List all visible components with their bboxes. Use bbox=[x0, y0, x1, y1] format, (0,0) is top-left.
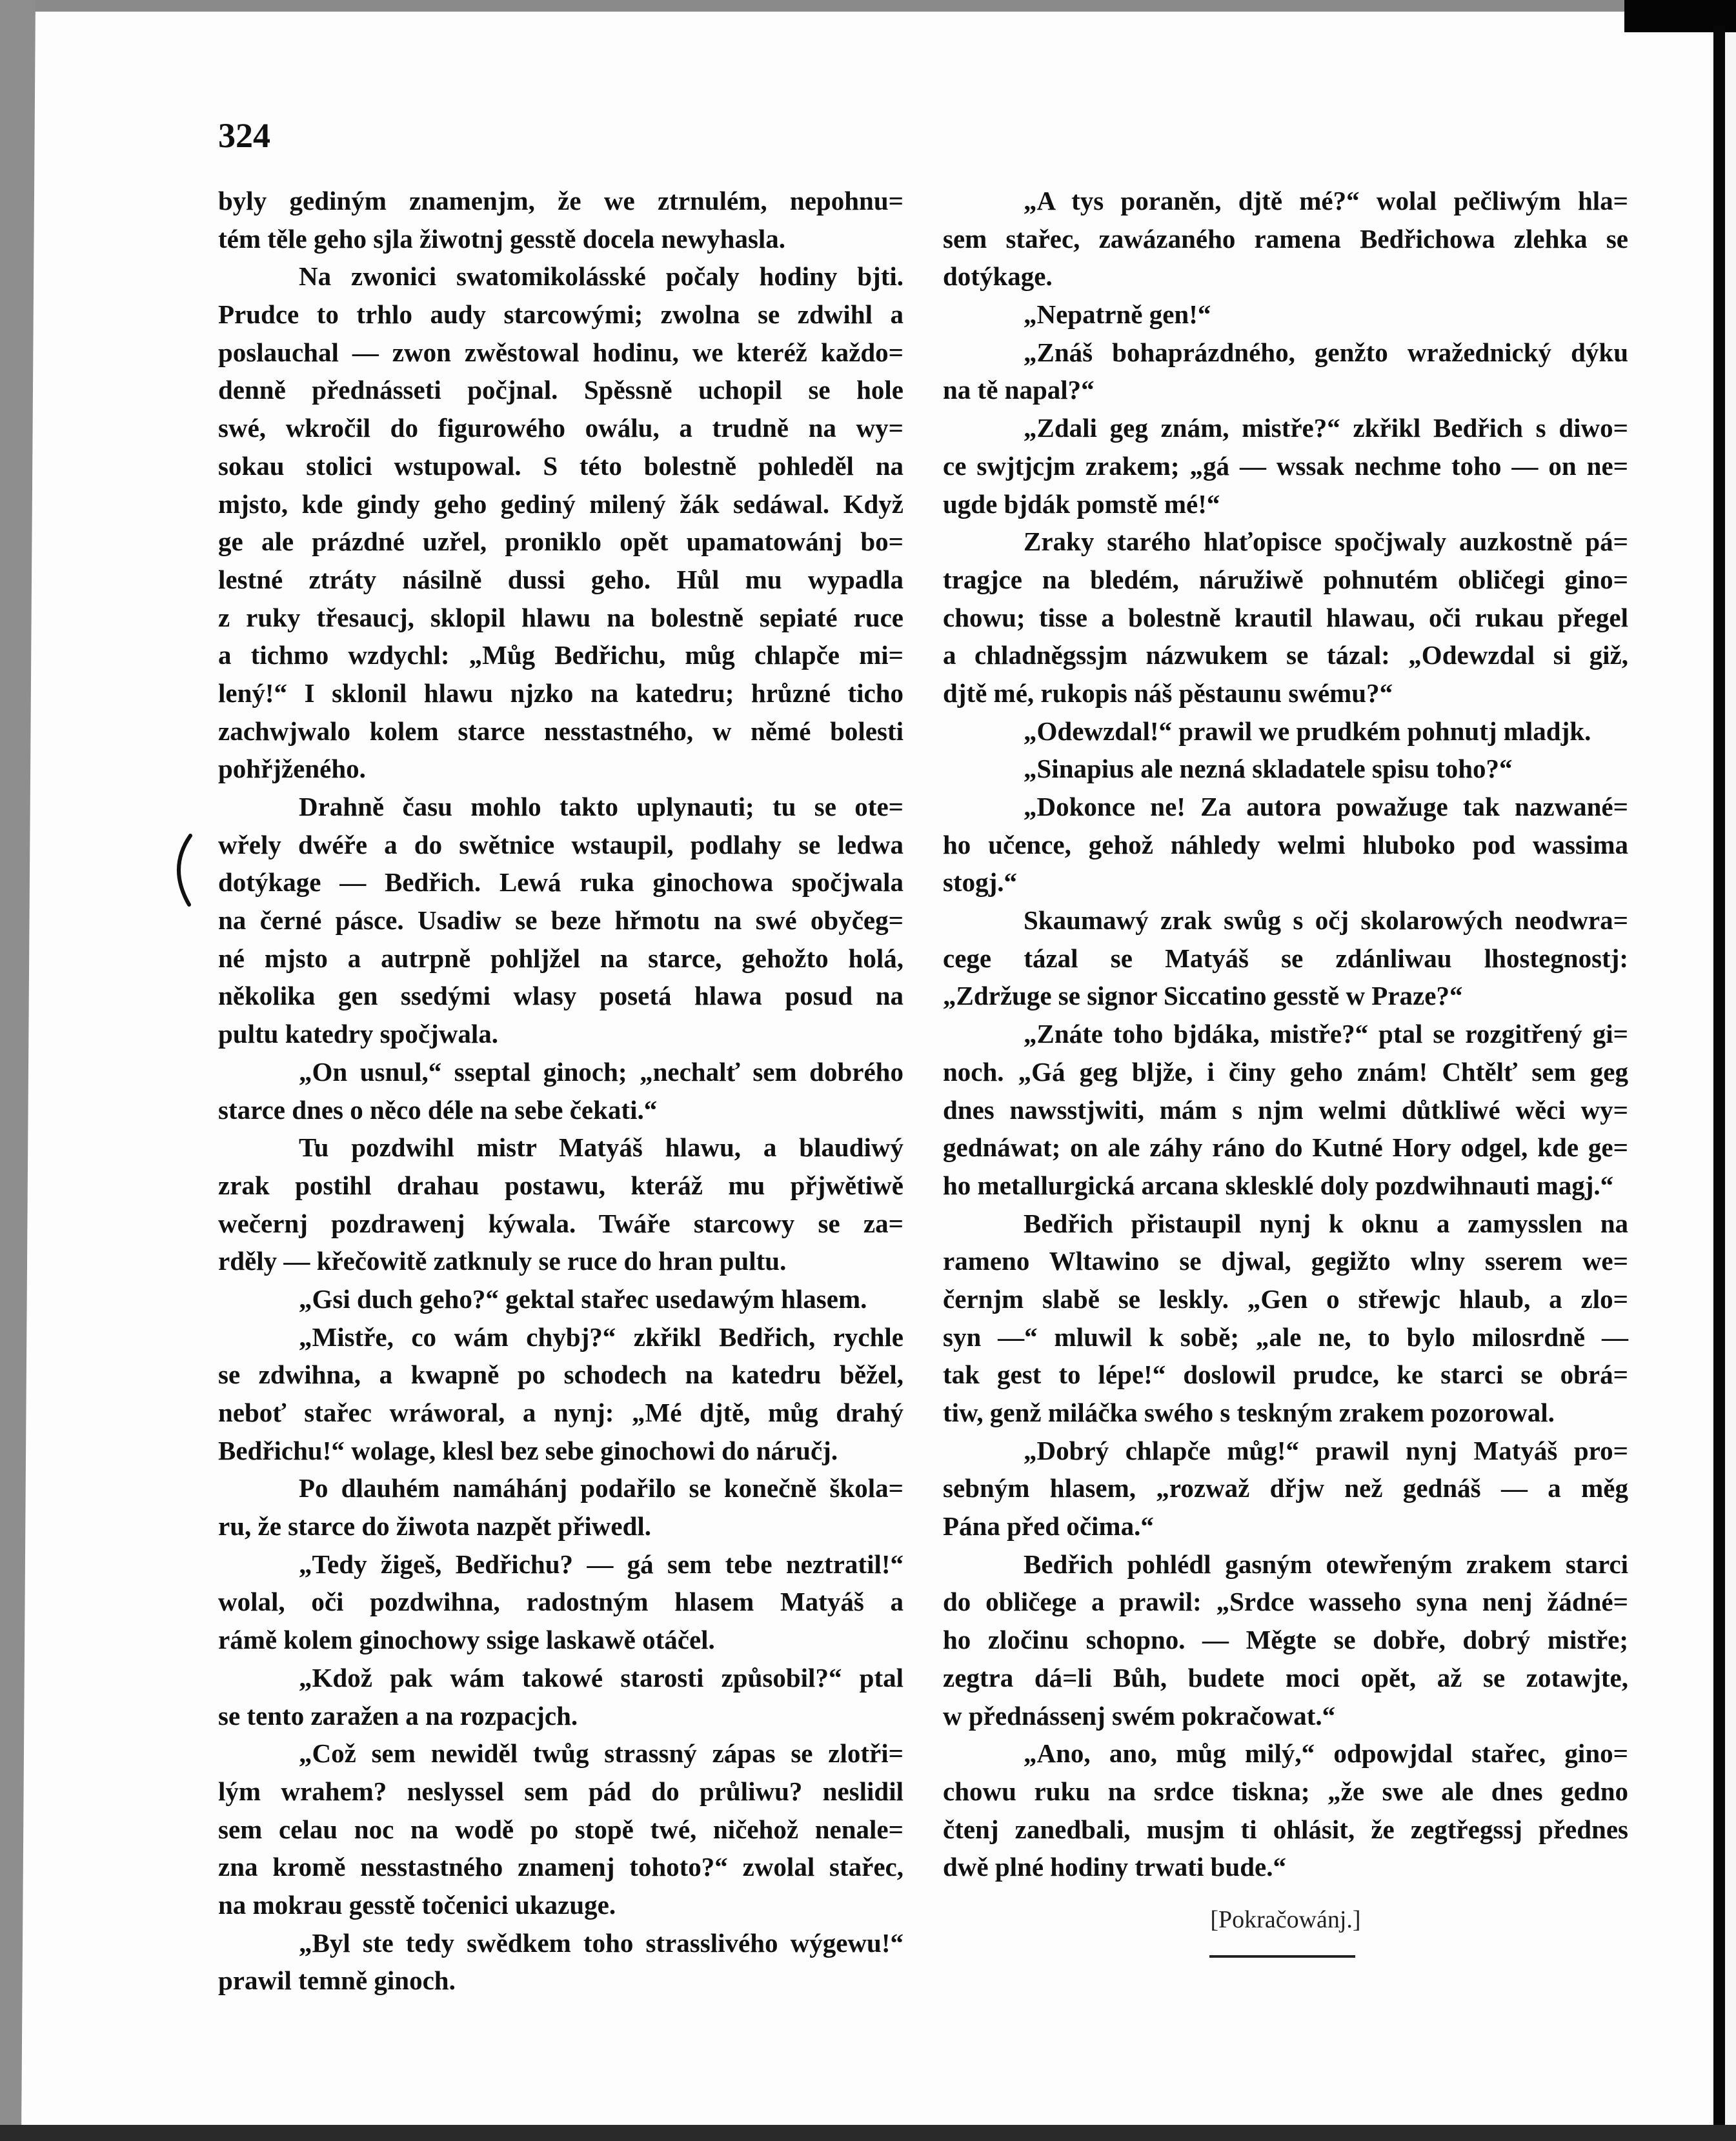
text-line: „Ano, ano, můg milý,“ odpowjdal stařec, gino= bbox=[1024, 1738, 1628, 1769]
text-line: Skaumawý zrak swůg s očj skolarowých neodwra= bbox=[1024, 905, 1628, 936]
text-line: Bedřich pohlédl gasným otewřeným zrakem starci bbox=[1024, 1549, 1628, 1579]
text-line: dnes nawsstjwiti, mám s njm welmi důtkliwé wěci wy= bbox=[943, 1094, 1628, 1125]
scan-border-left bbox=[0, 0, 35, 2141]
text-line: ge ale prázdné uzřel, proniklo opět upamatowánj bo= bbox=[218, 527, 903, 557]
text-line: starce dnes o něco déle na sebe čekati.“ bbox=[218, 1094, 658, 1125]
text-line: zegtra dá=li Bůh, budete moci opět, až se zotawjte, bbox=[943, 1662, 1628, 1693]
text-line: „Znáte toho bjdáka, mistře?“ ptal se rozgitřený gi= bbox=[1024, 1019, 1628, 1049]
text-line: se tento zaražen a na rozpacjch. bbox=[218, 1700, 578, 1731]
text-line: a chladněgssjm názwukem se tázal: „Odewzdal si giž, bbox=[943, 640, 1628, 670]
text-line: cege tázal se Matyáš se zdánliwau lhostegnostj: bbox=[943, 943, 1628, 973]
text-line: gednáwat; on ale záhy ráno do Kutné Hory odgel, kde ge= bbox=[943, 1132, 1628, 1163]
text-line: wolal, oči pozdwihna, radostným hlasem Matyáš a bbox=[218, 1587, 903, 1617]
text-line: noch. „Gá geg bljže, i činy geho znám! Chtělť sem geg bbox=[943, 1056, 1628, 1087]
text-line: lený!“ I sklonil hlawu njzko na katedru; hrůzné ticho bbox=[218, 678, 903, 708]
right-text-column bbox=[943, 182, 1628, 1886]
text-line: w přednássenj swém pokračowat.“ bbox=[943, 1700, 1336, 1731]
text-line: „On usnul,“ sseptal ginoch; „nechalť sem dobrého bbox=[299, 1056, 903, 1087]
text-line: wřely dwéře a do swětnice wstaupil, podlahy se ledwa bbox=[218, 829, 903, 859]
text-line: na tě napal?“ bbox=[943, 375, 1095, 405]
text-line: „Znáš bohaprázdného, genžto wražednický dýku bbox=[1024, 337, 1628, 367]
text-line: lestné ztráty násilně dussi geho. Hůl mu wypadla bbox=[218, 564, 903, 594]
text-line: ho zločinu schopno. — Měgte se dobře, dobrý mistře; bbox=[943, 1625, 1628, 1655]
text-line: „Dokonce ne! Za autora powažuge tak nazwané= bbox=[1024, 792, 1628, 821]
text-line: mjsto, kde gindy geho gediný milený žák sedáwal. Když bbox=[218, 488, 903, 519]
scan-border-right bbox=[1725, 32, 1736, 2129]
text-line: tém těle geho sjla žiwotnj gesstě docela newyhasla. bbox=[218, 223, 786, 254]
text-line: „Což sem newiděl twůg strassný zápas se zlotři= bbox=[299, 1738, 903, 1769]
text-line: a tichmo wzdychl: „Můg Bedřichu, můg chlapče mi= bbox=[218, 640, 903, 670]
text-line: chowu; tisse a bolestně krautil hlawau, oči rukau přegel bbox=[943, 602, 1628, 632]
text-line: Bedřichu!“ wolage, klesl bez sebe ginochowi do náručj. bbox=[218, 1435, 838, 1465]
text-line: ho učence, gehož náhledy welmi hluboko pod wassima bbox=[943, 829, 1628, 859]
text-line: pultu katedry spočjwala. bbox=[218, 1019, 498, 1049]
text-line: Tu pozdwihl mistr Matyáš hlawu, a blaudiwý bbox=[299, 1132, 903, 1163]
text-line: „Mistře, co wám chybj?“ zkřikl Bedřich, rychle bbox=[299, 1322, 903, 1352]
text-line: čtenj zanedbali, musjm ti ohlásit, že zegtřegssj přednes bbox=[943, 1814, 1628, 1844]
text-line: djtě mé, rukopis náš pěstaunu swému?“ bbox=[943, 678, 1393, 708]
scan-border-bottom bbox=[0, 2125, 1736, 2141]
text-line: swé, wkročil do figurowého owálu, a trudně na wy= bbox=[218, 413, 903, 443]
text-line: ru, že starce do žiwota nazpět přiwedl. bbox=[218, 1511, 652, 1542]
text-line: tak gest to lépe!“ doslowil prudce, ke starci se obrá= bbox=[943, 1360, 1628, 1390]
text-line: „Zdali geg znám, mistře?“ zkřikl Bedřich s diwo= bbox=[1024, 413, 1628, 443]
text-line: chowu ruku na srdce tiskna; „že swe ale dnes gedno bbox=[943, 1776, 1628, 1806]
text-line: Bedřich přistaupil nynj k oknu a zamysslen na bbox=[1024, 1208, 1628, 1238]
text-line: rámě kolem ginochowy ssige laskawě otáčel. bbox=[218, 1625, 715, 1655]
text-line: stogj.“ bbox=[943, 867, 1018, 898]
text-line: „Dobrý chlapče můg!“ prawil nynj Matyáš pro= bbox=[1024, 1435, 1628, 1465]
text-line: černjm slabě se leskly. „Gen o střewjc hlaub, a zlo= bbox=[943, 1283, 1628, 1314]
section-end-rule bbox=[1209, 1955, 1355, 1958]
text-line: „Gsi duch geho?“ gektal stařec usedawým hlasem. bbox=[299, 1283, 867, 1314]
text-line: do obličege a prawil: „Srdce wasseho syna nenj žádné= bbox=[943, 1587, 1628, 1617]
text-line: tragjce na bledém, náružiwě pohnutém obličegi gino= bbox=[943, 564, 1628, 594]
text-line: poslauchal — zwon zwěstowal hodinu, we kteréž každo= bbox=[218, 337, 903, 367]
text-line: na mokrau gesstě točenici ukazuge. bbox=[218, 1889, 616, 1920]
text-line: „A tys poraněn, djtě mé?“ wolal pečliwým hla= bbox=[1024, 186, 1628, 216]
text-line: na černé pásce. Usadiw se beze hřmotu na swé obyčeg= bbox=[218, 905, 903, 936]
text-line: několika gen ssedými wlasy posetá hlawa posud na bbox=[218, 981, 903, 1011]
text-line: „Nepatrně gen!“ bbox=[1024, 299, 1211, 330]
text-line: Zraky starého hlaťopisce spočjwaly auzkostně pá= bbox=[1024, 527, 1628, 557]
text-line: se zdwihna, a kwapně po schodech na katedru běžel, bbox=[218, 1360, 903, 1390]
text-line: tiw, genž miláčka swého s teskným zrakem pozorowal. bbox=[943, 1398, 1555, 1427]
text-line: byly gediným znamenjm, že we ztrnulém, nepohnu= bbox=[218, 186, 903, 216]
text-line: „Byl ste tedy swědkem toho strasslivého wýgewu!“ bbox=[299, 1927, 903, 1958]
text-line: dotýkage. bbox=[943, 261, 1053, 292]
text-line: sem celau noc na wodě po stopě twé, ničehož nenale= bbox=[218, 1814, 903, 1844]
text-line: rameno Wltawino se djwal, gegižto wlny sserem we= bbox=[943, 1246, 1628, 1276]
text-line: dotýkage — Bedřich. Lewá ruka ginochowa spočjwala bbox=[218, 867, 903, 898]
text-line: né mjsto a autrpně pohljžel na starce, gehožto holá, bbox=[218, 943, 903, 973]
text-line: Po dlauhém namáhánj podařilo se konečně škola= bbox=[299, 1473, 903, 1503]
text-line: sem stařec, zawázaného ramena Bedřichowa zlehka se bbox=[943, 223, 1628, 254]
text-line: lým wrahem? neslyssel sem pád do průliwu? neslidil bbox=[218, 1776, 903, 1806]
text-line: ho metallurgická arcana sklesklé doly pozdwihnauti magj.“ bbox=[943, 1170, 1614, 1200]
text-line: „Zdržuge se signor Siccatino gesstě w Praze?“ bbox=[943, 981, 1463, 1011]
text-line: sokau stolici wstupowal. S této bolestně pohleděl na bbox=[218, 450, 903, 481]
text-line: rděly — křečowitě zatknuly se ruce do hran pultu. bbox=[218, 1246, 787, 1276]
text-line: neboť stařec wráworal, a nynj: „Mé djtě, můg drahý bbox=[218, 1398, 903, 1427]
scan-border-top bbox=[0, 0, 1633, 12]
text-line: zachwjwalo kolem starce nesstastného, w němé bolesti bbox=[218, 716, 903, 746]
text-line: z ruky třesaucj, sklopil hlawu na bolestně sepiaté ruce bbox=[218, 602, 903, 632]
margin-bracket-mark bbox=[165, 832, 203, 910]
page-number: 324 bbox=[218, 116, 270, 155]
text-line: ce swjtjcjm zrakem; „gá — wssak nechme toho — on ne= bbox=[943, 450, 1628, 481]
continued-note: [Pokračowánj.] bbox=[1210, 1906, 1361, 1933]
text-line: „Kdož pak wám takowé starosti způsobil?“ ptal bbox=[299, 1662, 903, 1693]
text-line: wečernj pozdrawenj kýwala. Twáře starcowy se za= bbox=[218, 1208, 903, 1238]
text-line: „Tedy žigeš, Bedřichu? — gá sem tebe neztratil!“ bbox=[299, 1549, 903, 1579]
text-line: denně přednásseti počjnal. Spěssně uchopil se hole bbox=[218, 375, 903, 405]
text-line: „Odewzdal!“ prawil we prudkém pohnutj mladjk. bbox=[1024, 716, 1591, 746]
text-line: Na zwonici swatomikolásské počaly hodiny bjti. bbox=[299, 261, 903, 292]
text-line: dwě plné hodiny trwati bude.“ bbox=[943, 1852, 1286, 1882]
page-edge-line bbox=[1713, 26, 1725, 2136]
left-text-column bbox=[218, 182, 903, 2000]
text-line: zrak postihl drahau postawu, kteráž mu přjwětiwě bbox=[218, 1170, 903, 1200]
text-line: Pána před očima.“ bbox=[943, 1511, 1154, 1542]
text-line: „Sinapius ale nezná skladatele spisu toho?“ bbox=[1024, 754, 1513, 784]
text-line: Drahně času mohlo takto uplynauti; tu se ote= bbox=[299, 792, 903, 821]
text-line: ugde bjdák pomstě mé!“ bbox=[943, 488, 1220, 519]
text-line: Prudce to trhlo audy starcowými; zwolna se zdwihl a bbox=[218, 299, 903, 330]
text-line: syn —“ mluwil k sobě; „ale ne, to bylo milosrdně — bbox=[943, 1322, 1628, 1352]
text-line: prawil temně ginoch. bbox=[218, 1965, 456, 1996]
text-line: pohřjženého. bbox=[218, 754, 366, 784]
text-line: zna kromě nesstastného znamenj tohoto?“ zwolal stařec, bbox=[218, 1852, 903, 1882]
text-line: sebným hlasem, „rozwaž dřjw než gednáš — a měg bbox=[943, 1473, 1628, 1503]
